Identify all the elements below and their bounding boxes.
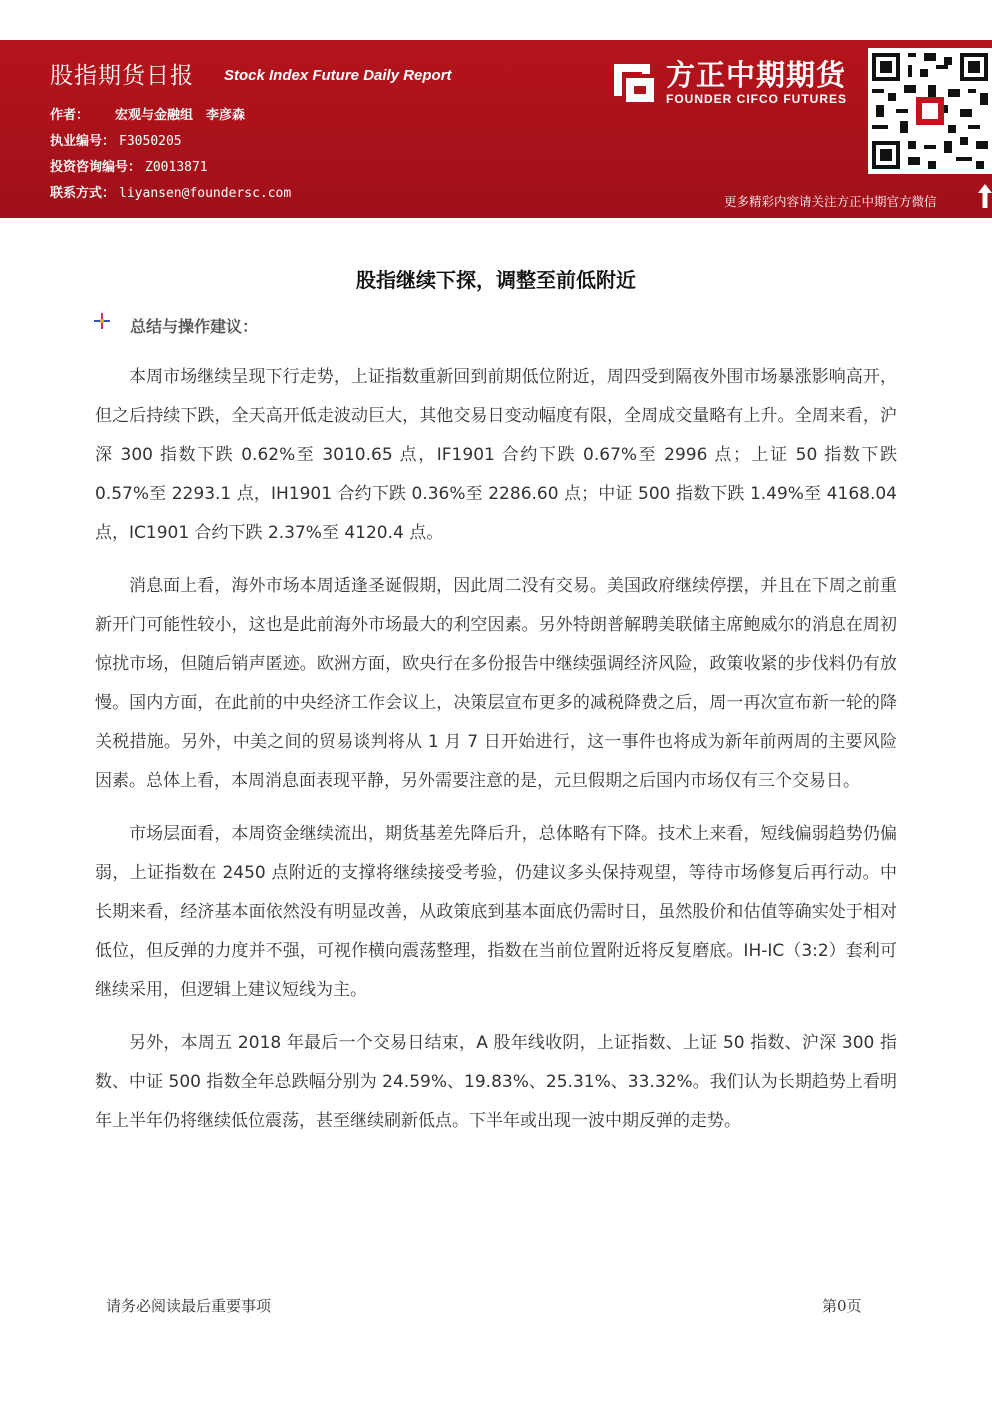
wechat-follow-note: 更多精彩内容请关注方正中期官方微信	[724, 194, 937, 209]
arrow-up-icon	[978, 184, 992, 208]
report-title-cn: 股指期货日报	[50, 63, 194, 89]
report-header	[0, 40, 992, 218]
paragraph-2: 消息面上看，海外市场本周适逢圣诞假期，因此周二没有交易。美国政府继续停摆，并且在下周之前重新开门可能性较小，这也是此前海外市场最大的利空因素。另外特朗普解聘美联储主席鲍威尔的消息在周初惊扰市场，但随后销声匿迹。欧洲方面，欧央行在多份报告中继续强调经济风险，政策收紧的步伐料仍有放慢。国内方面，在此前的中央经济工作会议上，决策层宣布更多的减税降费之后，周一再次宣布新一轮的降关税措施。另外，中美之间的贸易谈判将从 1 月 7 日开始进行，这一事件也将成为新年前两周的主要风险因素。总体上看，本周消息面表现平静，另外需要注意的是，元旦假期之后国内市场仅有三个交易日。	[95, 576, 897, 791]
page-number: 第0页	[822, 1297, 862, 1315]
company-name-en: FOUNDER CIFCO FUTURES	[666, 92, 847, 106]
contact-label: 联系方式：	[50, 186, 116, 201]
section-heading: 总结与操作建议：	[130, 317, 259, 336]
report-body	[95, 358, 897, 1155]
license-line	[50, 130, 182, 149]
document-title: 股指继续下探，调整至前低附近	[356, 268, 636, 292]
author-line	[50, 104, 245, 123]
paragraph-3: 市场层面看，本周资金继续流出，期货基差先降后升，总体略有下降。技术上来看，短线偏弱趋势仍偏弱，上证指数在 2450 点附近的支撑将继续接受考验，仍建议多头保持观望，等待市场修复后再行动。中长期来看，经济基本面依然没有明显改善，从政策底到基本面底仍需时日，虽然股价和估值等确实处于相对低位，但反弹的力度并不强，可视作横向震荡整理，指数在当前位置附近将反复磨底。IH-IC（3:2）套利可继续采用，但逻辑上建议短线为主。	[95, 824, 897, 1000]
consult-value: Z0013871	[145, 160, 208, 175]
license-value: F3050205	[119, 134, 182, 149]
bullet-star-icon	[94, 313, 110, 329]
wechat-qr-code-icon	[868, 48, 992, 174]
footer-notice: 请务必阅读最后重要事项	[106, 1297, 272, 1315]
consult-label: 投资咨询编号：	[50, 160, 142, 175]
license-label: 执业编号：	[50, 134, 116, 149]
paragraph-4: 另外，本周五 2018 年最后一个交易日结束，A 股年线收阴，上证指数、上证 50 指数、沪深 300 指数、中证 500 指数全年总跌幅分别为 24.59%、19.83%、25.31%、33.32%。我们认为长期趋势上看明年上半年仍将继续低位震荡，甚至继续刷新低点。下半年或出现一波中期反弹的走势。	[95, 1033, 897, 1131]
company-name-cn: 方正中期期货	[666, 58, 847, 92]
report-title-en: Stock Index Future Daily Report	[224, 67, 452, 84]
contact-email[interactable]: liyansen@foundersc.com	[119, 186, 292, 201]
author-value: 宏观与金融组 李彦森	[115, 108, 246, 123]
paragraph-1: 本周市场继续呈现下行走势，上证指数重新回到前期低位附近，周四受到隔夜外围市场暴涨影响高开，但之后持续下跌，全天高开低走波动巨大，其他交易日变动幅度有限，全周成交量略有上升。全周来看，沪深 300 指数下跌 0.62%至 3010.65 点，IF1901 合约下跌 0.67%至 2996 点；上证 50 指数下跌 0.57%至 2293.1 点，IH1901 合约下跌 0.36%至 2286.60 点；中证 500 指数下跌 1.49%至 4168.04 点，IC1901 合约下跌 2.37%至 4120.4 点。	[95, 367, 897, 543]
contact-line	[50, 182, 291, 201]
company-logo-icon	[610, 56, 658, 104]
author-label: 作者：	[50, 108, 90, 123]
consult-line	[50, 156, 208, 175]
